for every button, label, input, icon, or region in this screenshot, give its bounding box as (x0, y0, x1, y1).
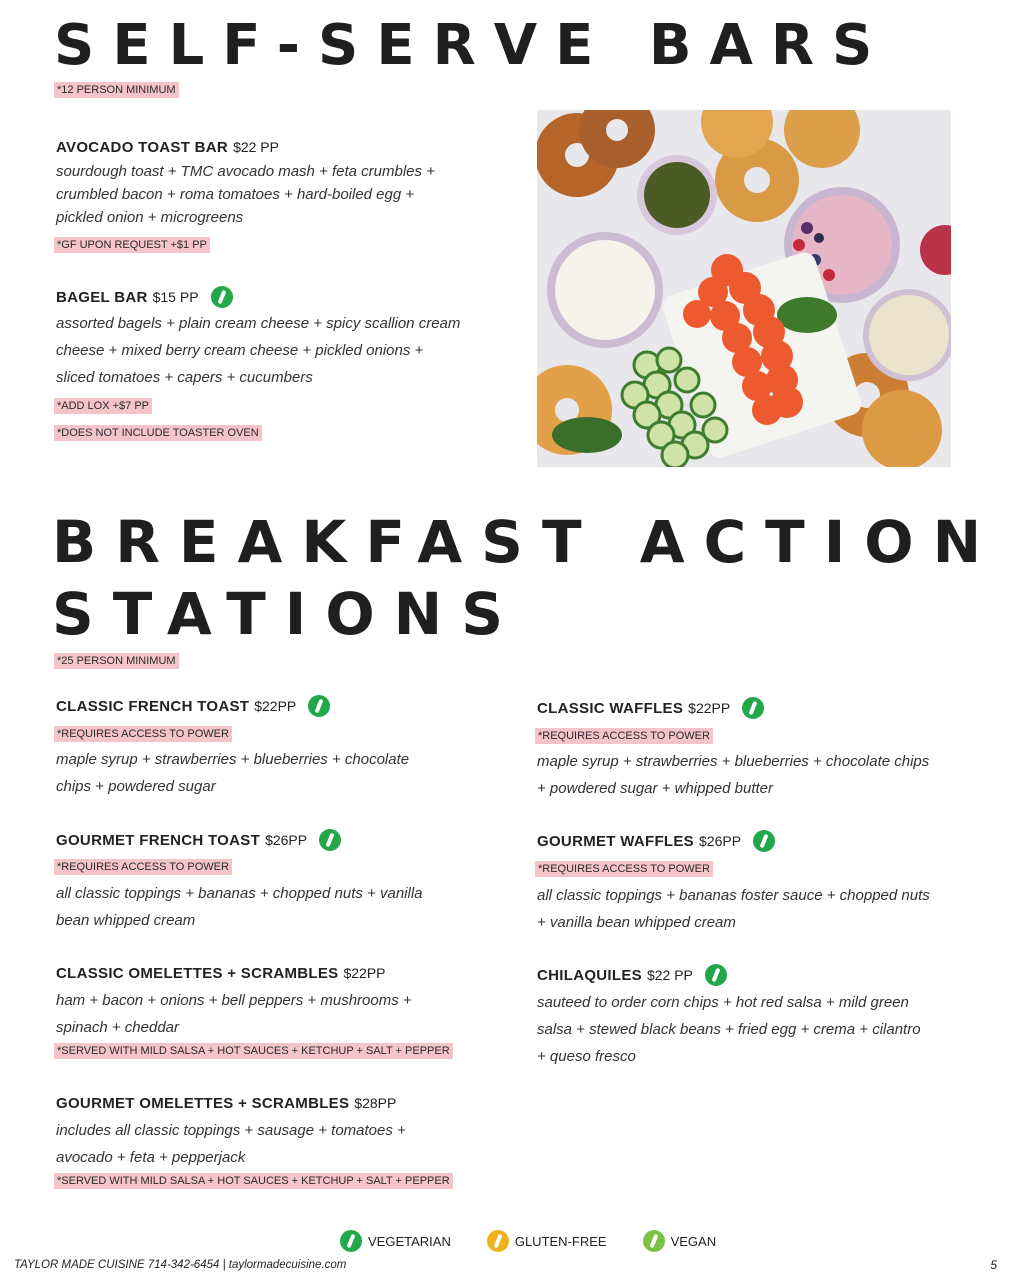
vegetarian-icon (742, 697, 764, 719)
item-name: GOURMET OMELETTES + SCRAMBLES (56, 1094, 350, 1112)
menu-item-classic-waffles (537, 697, 977, 719)
vegetarian-icon (308, 695, 330, 717)
item-name: CLASSIC WAFFLES (537, 699, 684, 717)
item-name: BAGEL BAR (56, 288, 148, 306)
item-note: *SERVED WITH MILD SALSA + HOT SAUCES + KETCHUP + SALT + PEPPER (54, 1173, 453, 1189)
item-name: GOURMET WAFFLES (537, 832, 694, 850)
section-title-self-serve: SELF-SERVE BARS (54, 13, 891, 78)
item-price: $22 PP (646, 967, 693, 983)
section-title-stations-line1: BREAKFAST ACTION (52, 508, 1001, 576)
item-description: maple syrup + strawberries + blueberries + chocolate chips + powdered sugar (56, 751, 410, 795)
minimum-note: *25 PERSON MINIMUM (54, 653, 179, 669)
item-price: $22 PP (233, 139, 279, 155)
vegetarian-icon (705, 964, 727, 986)
item-description: assorted bagels + plain cream cheese + spicy scallion cream cheese + mixed berry cream cheese + pickled onions + sliced tomatoes + capers + cucumbers (56, 315, 461, 386)
legend-vegan (643, 1230, 717, 1252)
item-price: $15 PP (152, 289, 199, 305)
item-price: $26PP (699, 833, 742, 849)
menu-item-avocado-toast-bar (56, 136, 516, 229)
page-number: 5 (990, 1258, 997, 1272)
menu-item-classic-omelettes (56, 962, 496, 984)
minimum-note: *12 PERSON MINIMUM (54, 82, 179, 98)
item-note: *REQUIRES ACCESS TO POWER (535, 861, 713, 877)
item-name: CLASSIC FRENCH TOAST (56, 697, 250, 715)
item-price: $26PP (265, 832, 308, 848)
item-price: $22PP (254, 698, 297, 714)
item-note: *GF UPON REQUEST +$1 PP (54, 237, 210, 253)
item-description: sauteed to order corn chips + hot red salsa + mild green salsa + stewed black beans + fried egg + crema + cilantro + queso fresco (537, 994, 921, 1065)
dietary-legend (340, 1230, 716, 1252)
legend-label: VEGAN (670, 1233, 717, 1249)
item-description: ham + bacon + onions + bell peppers + mushrooms + spinach + cheddar (56, 992, 412, 1036)
item-note: *REQUIRES ACCESS TO POWER (54, 726, 232, 742)
item-note: *REQUIRES ACCESS TO POWER (535, 728, 713, 744)
vegetarian-icon (211, 286, 233, 308)
gluten-free-icon (487, 1230, 509, 1252)
menu-item-bagel-bar (56, 286, 526, 391)
item-note: *SERVED WITH MILD SALSA + HOT SAUCES + KETCHUP + SALT + PEPPER (54, 1043, 453, 1059)
item-description: all classic toppings + bananas foster sauce + chopped nuts + vanilla bean whipped cream (537, 887, 930, 931)
food-illustration (537, 110, 951, 467)
item-name: AVOCADO TOAST BAR (56, 138, 229, 156)
item-description: includes all classic toppings + sausage + tomatoes + avocado + feta + pepperjack (56, 1122, 406, 1166)
vegan-icon (643, 1230, 665, 1252)
legend-label: GLUTEN-FREE (514, 1233, 607, 1249)
vegetarian-icon (319, 829, 341, 851)
item-price: $22PP (343, 965, 386, 981)
legend-gluten-free (487, 1230, 607, 1252)
item-name: GOURMET FRENCH TOAST (56, 831, 261, 849)
section-title-stations-line2: STATIONS (52, 580, 522, 648)
vegetarian-icon (753, 830, 775, 852)
item-description: sourdough toast + TMC avocado mash + feta crumbles + crumbled bacon + roma tomatoes + hard-boiled egg + pickled onion + microgreens (56, 163, 435, 226)
footer-contact: TAYLOR MADE CUISINE 714-342-6454 | taylormadecuisine.com (14, 1259, 347, 1271)
item-note: *ADD LOX +$7 PP (54, 398, 152, 414)
item-name: CHILAQUILES (537, 966, 642, 984)
legend-label: VEGETARIAN (368, 1233, 451, 1249)
menu-item-chilaquiles (537, 964, 977, 986)
item-price: $28PP (354, 1095, 397, 1111)
vegetarian-icon (340, 1230, 362, 1252)
bagel-bar-photo (537, 110, 951, 467)
menu-item-gourmet-french-toast (56, 829, 496, 851)
item-description: all classic toppings + bananas + chopped nuts + vanilla bean whipped cream (56, 885, 423, 929)
menu-item-classic-french-toast (56, 695, 496, 717)
item-name: CLASSIC OMELETTES + SCRAMBLES (56, 964, 339, 982)
item-price: $22PP (688, 700, 731, 716)
item-description: maple syrup + strawberries + blueberries + chocolate chips + powdered sugar + whipped butter (537, 753, 930, 797)
item-note: *REQUIRES ACCESS TO POWER (54, 859, 232, 875)
item-note: *DOES NOT INCLUDE TOASTER OVEN (54, 425, 262, 441)
menu-item-gourmet-waffles (537, 830, 977, 852)
legend-vegetarian (340, 1230, 451, 1252)
menu-item-gourmet-omelettes (56, 1092, 496, 1114)
